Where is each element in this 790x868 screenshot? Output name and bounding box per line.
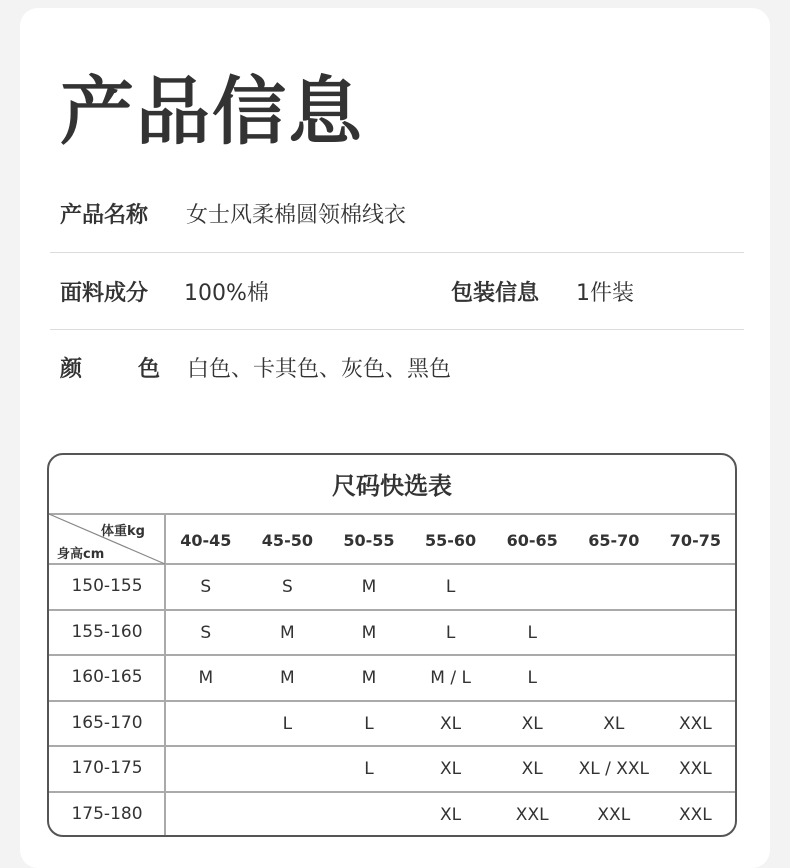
size-cell: S [200, 577, 212, 597]
color-row [60, 350, 744, 390]
product-name-value: 女士风柔棉圆领棉线衣 [186, 203, 407, 228]
size-chart-table [47, 453, 737, 837]
size-cell: XL / XXL [578, 759, 649, 779]
page-title: 产品信息 [60, 69, 364, 155]
size-cell [573, 655, 655, 699]
size-cell: XXL [679, 713, 712, 734]
size-cell [655, 655, 737, 699]
size-cell: M [361, 622, 377, 643]
size-cell: L [364, 713, 374, 734]
size-cell [165, 701, 247, 745]
size-cell: XXL [679, 804, 712, 825]
fabric-label: 面料成分 [60, 281, 149, 306]
weight-column-header: 65-70 [588, 531, 640, 550]
size-cell [247, 792, 329, 836]
size-cell: XL [440, 713, 462, 734]
height-row-header: 155-160 [71, 621, 143, 642]
weight-column-header: 60-65 [506, 531, 558, 550]
corner-weight-label: 体重kg [101, 524, 145, 539]
size-cell [165, 746, 247, 790]
corner-height-label: 身高cm [57, 547, 105, 562]
height-row-header: 175-180 [71, 803, 143, 824]
size-cell [491, 564, 573, 608]
size-cell: L [282, 713, 293, 734]
color-value: 白色、卡其色、灰色、黑色 [187, 357, 452, 382]
size-cell: M / L [430, 668, 471, 688]
size-cell: XL [521, 759, 543, 779]
size-chart-title: 尺码快选表 [332, 472, 452, 500]
product-name-label: 产品名称 [60, 203, 149, 228]
color-label [60, 350, 170, 390]
fabric-value: 100%棉 [184, 281, 269, 306]
weight-column-header: 40-45 [180, 531, 232, 550]
size-cell: XXL [679, 759, 712, 779]
size-cell: XXL [597, 804, 631, 825]
size-cell: L [445, 577, 456, 597]
divider [50, 329, 744, 330]
size-cell [247, 746, 329, 790]
product-name-row [60, 196, 744, 236]
weight-column-header: 70-75 [669, 531, 721, 550]
weight-column-header: 50-55 [343, 531, 395, 550]
size-cell [655, 564, 737, 608]
size-cell [165, 792, 247, 836]
package-label: 包装信息 [451, 281, 540, 306]
color-label-char-2: 色 [137, 357, 160, 382]
package-value: 1件装 [576, 281, 634, 306]
size-cell: M [198, 668, 214, 688]
color-label-char-1: 颜 [60, 357, 83, 382]
height-row-header: 150-155 [71, 576, 143, 596]
size-cell: M [280, 622, 295, 643]
size-cell [573, 564, 655, 608]
size-cell: L [445, 622, 456, 643]
size-cell: S [281, 577, 293, 597]
size-cell [573, 610, 655, 654]
height-row-header: 160-165 [71, 667, 143, 687]
weight-column-header: 45-50 [261, 531, 313, 550]
size-cell [655, 610, 737, 654]
size-cell: L [364, 759, 374, 779]
size-cell: XXL [515, 804, 549, 825]
size-cell: L [527, 668, 537, 688]
height-row-header: 165-170 [71, 712, 143, 733]
size-cell: XL [521, 713, 543, 734]
size-cell: M [361, 577, 377, 597]
size-cell: XL [440, 759, 462, 779]
height-row-header: 170-175 [71, 758, 143, 778]
divider [50, 252, 744, 253]
size-cell: M [280, 668, 295, 688]
fabric-row [60, 274, 744, 314]
size-cell: S [200, 622, 212, 643]
weight-column-header: 55-60 [425, 531, 477, 550]
size-cell: XL [603, 713, 625, 734]
size-cell: L [527, 622, 537, 643]
size-cell: M [361, 668, 377, 688]
size-cell [328, 792, 410, 836]
size-cell: XL [440, 804, 462, 825]
